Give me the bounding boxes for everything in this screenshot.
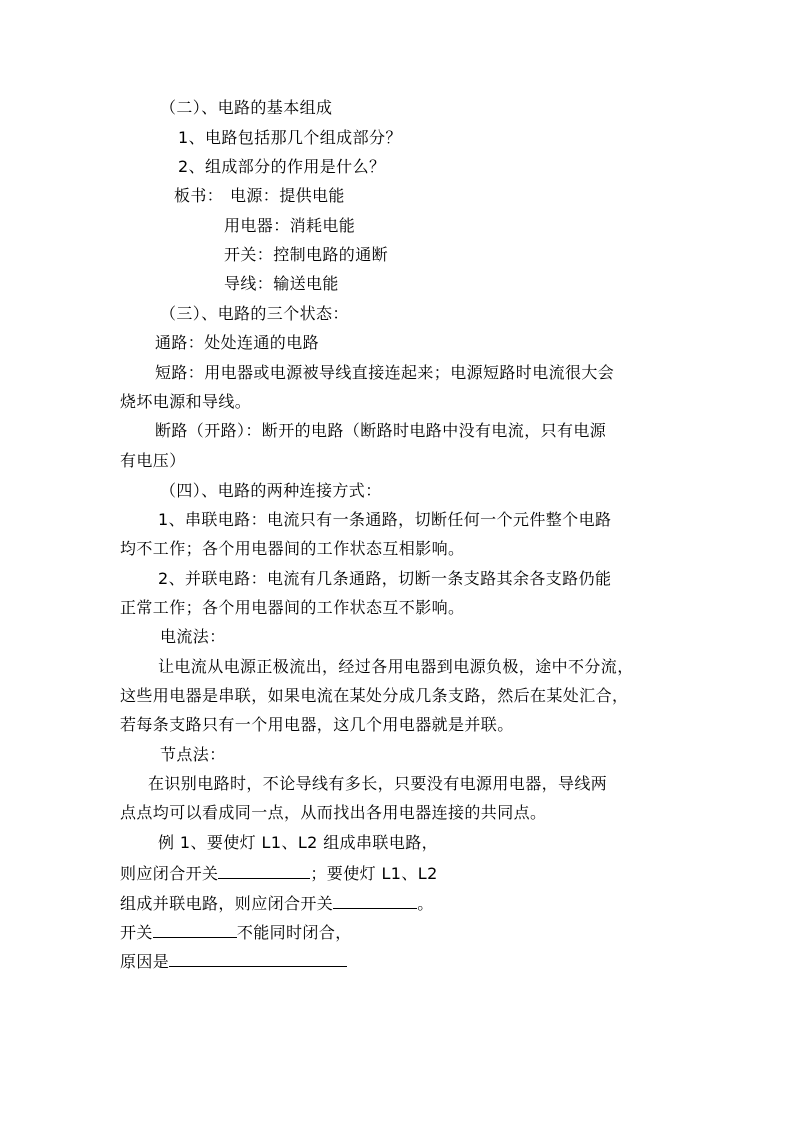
example-line-5 xyxy=(120,950,347,972)
example-line-2-prefix: 则应闭合开关 xyxy=(120,864,219,883)
example-line-1: 例 1、要使灯 L1、L2 组成串联电路， xyxy=(158,833,439,852)
answer-blank-series[interactable] xyxy=(218,862,310,879)
open-circuit-line-1: 断路（开路）：断开的电路（断路时电路中没有电流，只有电源 xyxy=(155,421,607,440)
board-item-power: 电源：提供电能 xyxy=(230,186,345,205)
parallel-line-1: 2、并联电路：电流有几条通路，切断一条支路其余各支路仍能 xyxy=(158,569,612,588)
answer-blank-parallel[interactable] xyxy=(333,892,417,909)
question-1: 1、电路包括那几个组成部分？ xyxy=(178,128,402,147)
board-label: 板书： xyxy=(174,186,224,205)
node-method-title: 节点法： xyxy=(160,745,226,764)
example-line-3-prefix: 组成并联电路，则应闭合开关 xyxy=(120,894,334,913)
short-circuit-line-2: 烧坏电源和导线。 xyxy=(120,392,252,411)
section-3-heading: （三）、电路的三个状态： xyxy=(160,304,349,323)
example-line-4-prefix: 开关 xyxy=(120,923,153,942)
current-method-line-2: 这些用电器是串联，如果电流在某处分成几条支路，然后在某处汇合， xyxy=(120,686,629,705)
closed-circuit: 通路：处处连通的电路 xyxy=(155,333,320,352)
node-method-line-2: 点点均可以看成同一点，从而找出各用电器连接的共同点。 xyxy=(120,803,547,822)
example-line-4 xyxy=(120,921,352,943)
current-method-line-1: 让电流从电源正极流出，经过各用电器到电源负极，途中不分流， xyxy=(158,657,634,676)
open-circuit-line-2: 有电压） xyxy=(120,451,186,470)
answer-blank-reason[interactable] xyxy=(169,950,347,967)
series-line-2: 均不工作；各个用电器间的工作状态互相影响。 xyxy=(120,539,465,558)
example-line-2 xyxy=(120,862,438,884)
example-line-4-suffix: 不能同时闭合， xyxy=(236,923,352,942)
example-line-3-suffix: 。 xyxy=(417,894,434,913)
node-method-line-1: 在识别电路时，不论导线有多长，只要没有电源用电器，导线两 xyxy=(148,774,608,793)
current-method-title: 电流法： xyxy=(160,627,226,646)
question-2: 2、组成部分的作用是什么？ xyxy=(178,157,386,176)
current-method-line-3: 若每条支路只有一个用电器，这几个用电器就是并联。 xyxy=(120,715,514,734)
board-item-appliance: 用电器：消耗电能 xyxy=(224,216,356,235)
short-circuit-line-1: 短路：用电器或电源被导线直接连起来；电源短路时电流很大会 xyxy=(155,363,615,382)
answer-blank-switches[interactable] xyxy=(153,921,237,938)
example-line-2-suffix: ；要使灯 L1、L2 xyxy=(310,864,438,883)
board-item-switch: 开关：控制电路的通断 xyxy=(224,245,389,264)
series-line-1: 1、串联电路：电流只有一条通路，切断任何一个元件整个电路 xyxy=(158,510,612,529)
example-line-3 xyxy=(120,892,434,914)
board-item-wire: 导线：输送电能 xyxy=(224,274,339,293)
parallel-line-2: 正常工作；各个用电器间的工作状态互不影响。 xyxy=(120,598,465,617)
example-line-5-prefix: 原因是 xyxy=(120,952,170,971)
section-2-heading: （二）、电路的基本组成 xyxy=(160,98,333,117)
section-4-heading: （四）、电路的两种连接方式： xyxy=(160,481,382,500)
